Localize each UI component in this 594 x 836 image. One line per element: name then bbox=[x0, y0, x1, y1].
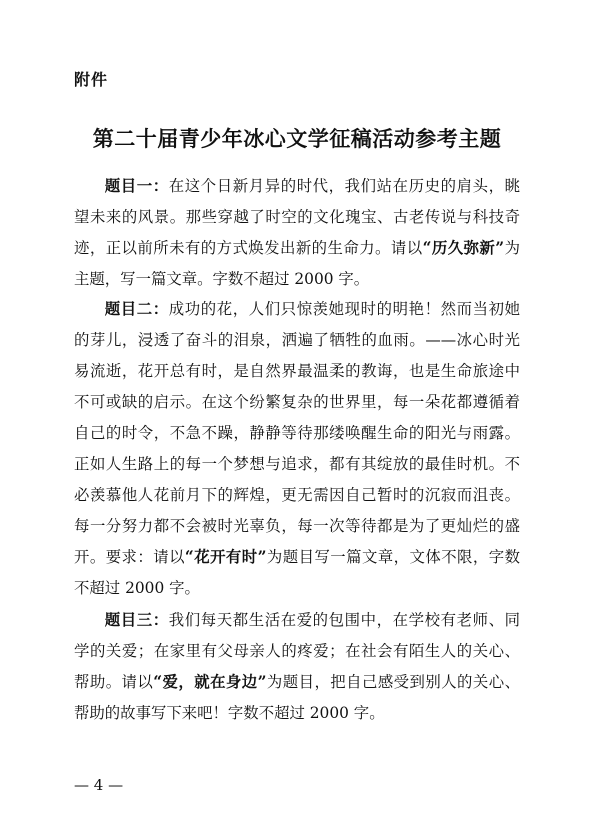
topic-two-theme: “花开有时” bbox=[184, 548, 267, 566]
topic-two-text: 成功的花，人们只惊羡她现时的明艳！然而当初她的芽儿，浸透了奋斗的泪泉，洒遍了牺牲的血雨。——冰心时光易流逝，花开总有时，是自然界最温柔的教诲，也是生命旅途中不可或缺的启示。在这个纷繁复杂的世界里，每一朵花都遵循着自己的时令，不急不躁，静静等待那缕唤醒生命的阳光与雨露。正如人生路上的每一个梦想与追求，都有其绽放的最佳时机。不必羡慕他人花前月下的辉煌，更无需因自己暂时的沉寂而沮丧。每一分努力都不会被时光辜负，每一次等待都是为了更灿烂的盛开。要求：请以 bbox=[74, 300, 520, 566]
topic-three-theme: “爱，就在身边” bbox=[153, 673, 267, 691]
document-title: 第二十届青少年冰心文学征稿活动参考主题 bbox=[92, 126, 502, 151]
topic-two-label: 题目二： bbox=[104, 300, 169, 318]
topic-one-text: 在这个日新月异的时代，我们站在历史的肩头，眺望未来的风景。那些穿越了时空的文化瑰宝、古老传说与科技奇迹，正以前所未有的方式焕发出新的生命力。请以 bbox=[74, 177, 520, 257]
topic-two-paragraph bbox=[74, 294, 520, 604]
topic-one-paragraph bbox=[74, 171, 520, 295]
topic-three bbox=[74, 605, 520, 729]
topic-two bbox=[74, 294, 520, 604]
topic-one bbox=[74, 171, 520, 295]
topic-three-label: 题目三： bbox=[104, 611, 169, 629]
topic-one-theme: “历久弥新” bbox=[422, 239, 505, 257]
topic-one-label: 题目一： bbox=[104, 177, 169, 195]
page-number: — 4 — bbox=[74, 776, 124, 794]
topic-three-text: 我们每天都生活在爱的包围中，在学校有老师、同学的关爱；在家里有父母亲人的疼爱；在社会有陌生人的关心、帮助。请以 bbox=[74, 611, 520, 691]
attachment-label: 附件 bbox=[74, 70, 109, 89]
topic-three-requirement: 为题目，把自己感受到别人的关心、帮助的故事写下来吧！字数不超过 2000 字。 bbox=[74, 673, 520, 722]
topic-one-requirement: 为主题，写一篇文章。字数不超过 2000 字。 bbox=[74, 239, 520, 288]
topic-two-requirement: 为题目写一篇文章，文体不限，字数不超过 2000 字。 bbox=[74, 548, 520, 597]
topic-three-paragraph bbox=[74, 605, 520, 729]
